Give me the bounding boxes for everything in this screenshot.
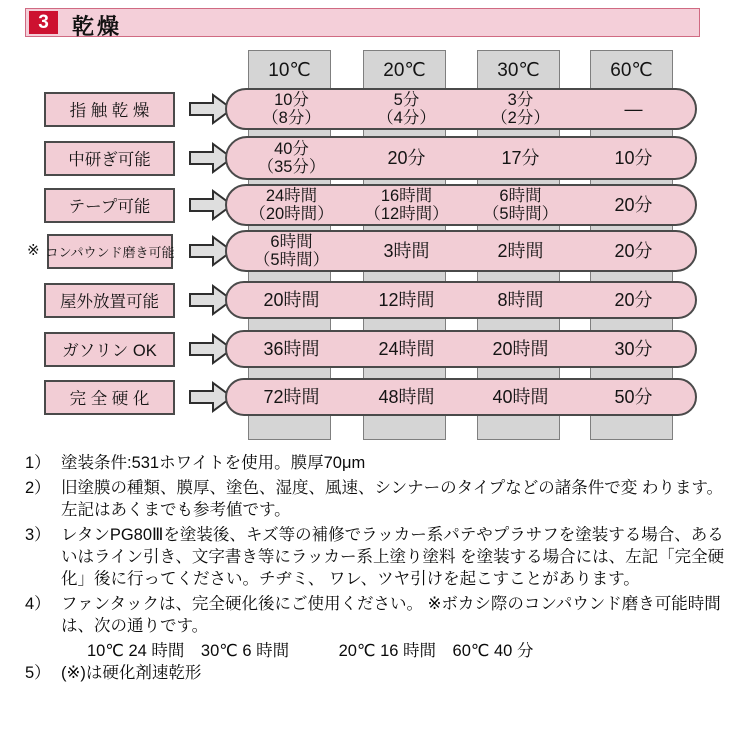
duration-text-line: 2時間 bbox=[497, 241, 544, 261]
duration-row-pill-1 bbox=[225, 88, 697, 130]
duration-cell-r4-c4 bbox=[569, 232, 699, 270]
duration-cell-r5-c2 bbox=[342, 283, 472, 317]
duration-cell-r4-c3 bbox=[456, 232, 586, 270]
duration-text-line: （8分） bbox=[262, 109, 321, 127]
duration-text-line: 10分 bbox=[274, 91, 309, 109]
duration-text-line: （5時間） bbox=[253, 251, 330, 269]
duration-cell-r2-c3 bbox=[456, 138, 586, 178]
section-number-badge bbox=[29, 11, 58, 34]
footnote-5 bbox=[25, 662, 727, 684]
footnote-text: (※)は硬化剤速乾形 bbox=[61, 664, 202, 682]
duration-row-pill-5 bbox=[225, 281, 697, 319]
footnote-2 bbox=[25, 477, 727, 521]
section-title: 乾燥 bbox=[72, 14, 123, 39]
duration-text-line: 40時間 bbox=[492, 387, 549, 407]
duration-cell-r5-c1 bbox=[227, 283, 357, 317]
duration-text-line: 16時間 bbox=[380, 187, 433, 205]
row-label-6: ガソリン OK bbox=[44, 332, 175, 367]
duration-text-line: 12時間 bbox=[378, 290, 435, 310]
duration-cell-r1-c2 bbox=[342, 90, 472, 128]
duration-cell-r6-c2 bbox=[342, 332, 472, 366]
duration-cell-r2-c4 bbox=[569, 138, 699, 178]
duration-text-line: 6時間 bbox=[499, 187, 542, 205]
duration-cell-r1-c4 bbox=[569, 90, 699, 128]
duration-text-line: 5分 bbox=[393, 91, 420, 109]
duration-row-pill-3 bbox=[225, 184, 697, 226]
footnote-subline-times: 10℃ 24 時間 30℃ 6 時間 20℃ 16 時間 60℃ 40 分 bbox=[87, 642, 534, 660]
duration-text-line: — bbox=[624, 99, 643, 119]
row-label-3: テープ可能 bbox=[44, 188, 175, 223]
column-header-2: 20℃ bbox=[383, 59, 426, 81]
duration-row-pill-4 bbox=[225, 230, 697, 272]
duration-cell-r3-c2 bbox=[342, 186, 472, 224]
duration-text-line: 40分 bbox=[274, 140, 309, 158]
duration-cell-r7-c4 bbox=[569, 380, 699, 414]
footnotes bbox=[25, 452, 727, 687]
row-label-4: コンパウンド磨き可能 bbox=[47, 234, 173, 269]
duration-cell-r6-c1 bbox=[227, 332, 357, 366]
footnote-3 bbox=[25, 524, 727, 590]
duration-row-pill-6 bbox=[225, 330, 697, 368]
column-header-3: 30℃ bbox=[497, 59, 540, 81]
duration-text-line: 6時間 bbox=[270, 233, 313, 251]
column-header-4: 60℃ bbox=[610, 59, 653, 81]
duration-text-line: 20分 bbox=[614, 195, 653, 215]
duration-text-line: 20分 bbox=[614, 290, 653, 310]
row-label-5: 屋外放置可能 bbox=[44, 283, 175, 318]
footnote-4 bbox=[25, 593, 727, 637]
duration-text-line: 8時間 bbox=[497, 290, 544, 310]
duration-text-line: （20時間） bbox=[249, 205, 334, 223]
duration-text-line: 20時間 bbox=[492, 339, 549, 359]
footnote-number: 3） bbox=[25, 526, 51, 544]
duration-text-line: （35分） bbox=[257, 158, 326, 176]
duration-text-line: 48時間 bbox=[378, 387, 435, 407]
footnote-number: 5） bbox=[25, 664, 51, 682]
column-header-1: 10℃ bbox=[268, 59, 311, 81]
footnote-text: レタンPG80Ⅲを塗装後、キズ等の補修でラッカー系パテやプラサフを塗装する場合、あるいはライン引き、文字書き等にラッカー系上塗り塗料 を塗装する場合には、左記「完全硬化」後に行ってください。チヂミ、 ワレ、ツヤ引けを起こすことがあります。 bbox=[61, 526, 725, 588]
duration-cell-r3-c1 bbox=[227, 186, 357, 224]
footnote-number: 2） bbox=[25, 479, 51, 497]
duration-row-pill-7 bbox=[225, 378, 697, 416]
footnote-1 bbox=[25, 452, 727, 474]
duration-text-line: 10分 bbox=[614, 148, 653, 168]
duration-text-line: 3時間 bbox=[383, 241, 430, 261]
footnote-number: 4） bbox=[25, 595, 51, 613]
duration-text-line: （5時間） bbox=[482, 205, 559, 223]
duration-cell-r3-c3 bbox=[456, 186, 586, 224]
duration-text-line: 3分 bbox=[507, 91, 534, 109]
duration-cell-r7-c1 bbox=[227, 380, 357, 414]
section-number: 3 bbox=[38, 11, 49, 33]
duration-text-line: （12時間） bbox=[364, 205, 449, 223]
footnote-number: 1） bbox=[25, 454, 51, 472]
row-label-7: 完 全 硬 化 bbox=[44, 380, 175, 415]
duration-cell-r3-c4 bbox=[569, 186, 699, 224]
row-label-1: 指 触 乾 燥 bbox=[44, 92, 175, 127]
footnote-text: ファンタックは、完全硬化後にご使用ください。 ※ボカシ際のコンパウンド磨き可能時間は、次の通りです。 bbox=[61, 595, 721, 635]
duration-cell-r4-c2 bbox=[342, 232, 472, 270]
footnote-text: 塗装条件:531ホワイトを使用。膜厚70μm bbox=[61, 454, 366, 472]
duration-text-line: 36時間 bbox=[263, 339, 320, 359]
duration-cell-r1-c1 bbox=[227, 90, 357, 128]
duration-cell-r4-c1 bbox=[227, 232, 357, 270]
duration-cell-r2-c1 bbox=[227, 138, 357, 178]
duration-row-pill-2 bbox=[225, 136, 697, 180]
duration-text-line: 72時間 bbox=[263, 387, 320, 407]
duration-text-line: 50分 bbox=[614, 387, 653, 407]
duration-cell-r7-c3 bbox=[456, 380, 586, 414]
duration-cell-r6-c3 bbox=[456, 332, 586, 366]
duration-text-line: 24時間 bbox=[378, 339, 435, 359]
duration-cell-r2-c2 bbox=[342, 138, 472, 178]
duration-text-line: 20時間 bbox=[263, 290, 320, 310]
duration-cell-r1-c3 bbox=[456, 90, 586, 128]
duration-text-line: 24時間 bbox=[265, 187, 318, 205]
footnote-text: 旧塗膜の種類、膜厚、塗色、湿度、風速、シンナーのタイプなどの諸条件で変 わります。左記はあくまでも参考値です。 bbox=[61, 479, 724, 519]
section-banner bbox=[25, 8, 700, 37]
duration-cell-r5-c4 bbox=[569, 283, 699, 317]
duration-cell-r7-c2 bbox=[342, 380, 472, 414]
row-marker-asterisk: ※ bbox=[27, 242, 40, 259]
duration-text-line: 30分 bbox=[614, 339, 653, 359]
row-label-2: 中研ぎ可能 bbox=[44, 141, 175, 176]
duration-cell-r6-c4 bbox=[569, 332, 699, 366]
duration-cell-r5-c3 bbox=[456, 283, 586, 317]
duration-text-line: （2分） bbox=[491, 109, 550, 127]
duration-text-line: 20分 bbox=[614, 241, 653, 261]
duration-text-line: 17分 bbox=[501, 148, 540, 168]
duration-text-line: （4分） bbox=[377, 109, 436, 127]
duration-text-line: 20分 bbox=[387, 148, 426, 168]
